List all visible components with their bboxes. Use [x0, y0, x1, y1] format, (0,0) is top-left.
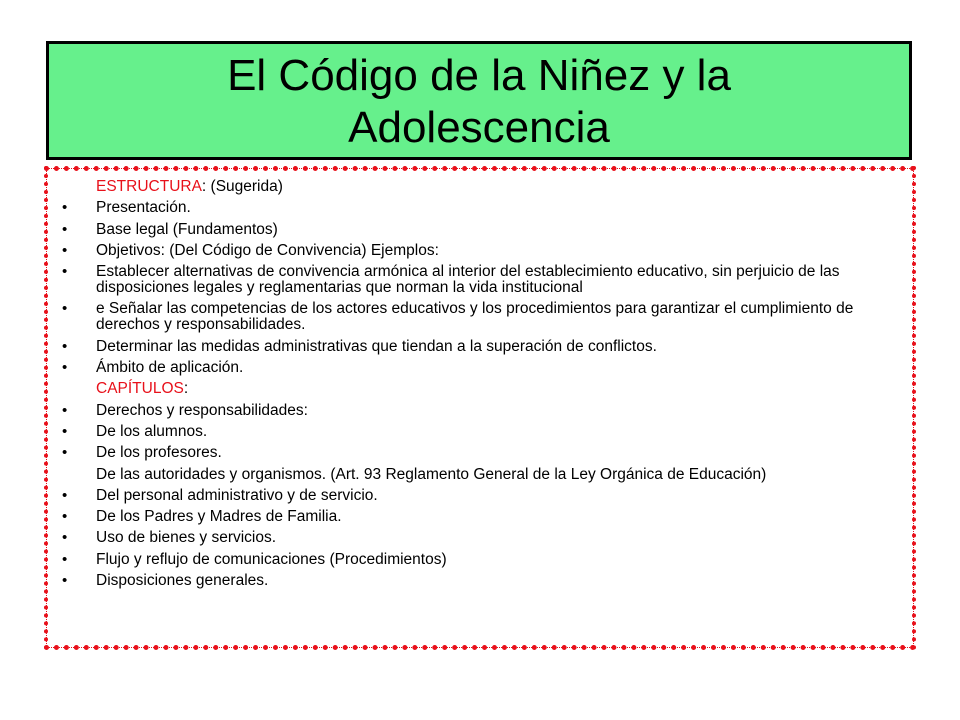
bullet-glyph: •: [62, 529, 68, 547]
section-heading: CAPÍTULOS: [96, 380, 184, 398]
bullet-glyph: •: [62, 508, 68, 526]
list-item: [62, 573, 882, 589]
slide-title: El Código de la Niñez y la Adolescencia: [227, 51, 731, 152]
list-item-text: Determinar las medidas administrativas que tiendan a la superación de conflictos.: [96, 337, 657, 355]
list-item: [62, 360, 882, 376]
list-item: [62, 403, 882, 419]
section-heading: ESTRUCTURA: [96, 178, 202, 195]
list-item-text: De las autoridades y organismos. (Art. 93 Reglamento General de la Ley Orgánica de Educación): [96, 465, 767, 483]
list-item: [62, 467, 882, 483]
list-item-text: e Señalar las competencias de los actores educativos y los procedimientos para garantizar el cumplimiento de derechos y responsabilidades.: [96, 300, 854, 334]
content-list: [62, 179, 882, 594]
list-item-text: [96, 178, 283, 195]
list-item: [62, 179, 882, 195]
content-box: [44, 166, 916, 650]
bullet-glyph: •: [62, 422, 68, 440]
title-box: [46, 41, 912, 160]
list-item: [62, 339, 882, 355]
list-item-text: Derechos y responsabilidades:: [96, 401, 308, 419]
bullet-glyph: •: [62, 486, 68, 504]
list-item: [62, 222, 882, 238]
bullet-glyph: •: [62, 444, 68, 462]
list-item-text: Ámbito de aplicación.: [96, 359, 244, 377]
list-item: [62, 445, 882, 461]
bullet-glyph: •: [62, 263, 68, 281]
list-item: [62, 301, 882, 333]
list-item-text: Objetivos: (Del Código de Convivencia) Ejemplos:: [96, 241, 439, 259]
list-item-text: De los alumnos.: [96, 422, 208, 440]
list-item-text: Disposiciones generales.: [96, 572, 269, 590]
section-heading-suffix: : (Sugerida): [201, 178, 283, 195]
bullet-glyph: •: [62, 199, 68, 217]
list-item-text: Flujo y reflujo de comunicaciones (Procedimientos): [96, 550, 447, 568]
list-item: [62, 488, 882, 504]
list-item-text: De los Padres y Madres de Familia.: [96, 508, 342, 526]
list-item: [62, 424, 882, 440]
bullet-glyph: •: [62, 241, 68, 259]
list-item: [62, 381, 882, 397]
section-heading-suffix: :: [183, 380, 189, 398]
list-item-text: Establecer alternativas de convivencia armónica al interior del establecimiento educativo, sin perjuicio de las disposiciones legales y reglamentarias que norman la vida institucional: [96, 263, 840, 297]
list-item: [62, 552, 882, 568]
bullet-glyph: •: [62, 300, 68, 318]
bullet-glyph: •: [62, 359, 68, 377]
list-item: [62, 509, 882, 525]
list-item-text: Del personal administrativo y de servicio.: [96, 486, 378, 504]
list-item-text: Presentación.: [96, 199, 191, 217]
list-item: [62, 243, 882, 259]
bullet-glyph: •: [62, 220, 68, 238]
list-item: [62, 530, 882, 546]
list-item-text: De los profesores.: [96, 444, 222, 462]
list-item: [62, 200, 882, 216]
bullet-glyph: •: [62, 401, 68, 419]
list-item: [62, 264, 882, 296]
list-item-text: Uso de bienes y servicios.: [96, 529, 277, 547]
bullet-glyph: •: [62, 337, 68, 355]
list-item-text: [96, 380, 188, 397]
bullet-glyph: •: [62, 572, 68, 590]
bullet-glyph: •: [62, 550, 68, 568]
list-item-text: Base legal (Fundamentos): [96, 220, 278, 238]
